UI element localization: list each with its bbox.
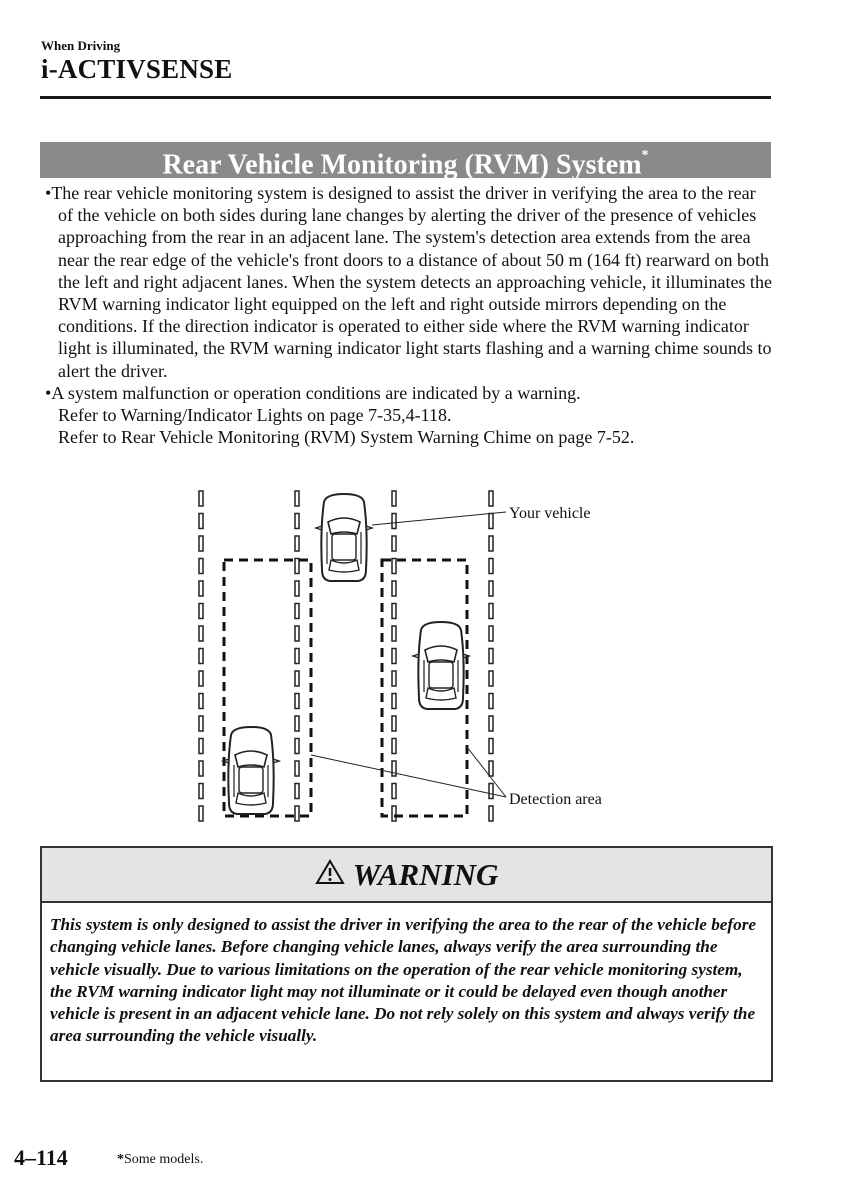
lane-dash (392, 671, 396, 686)
lane-dash (199, 671, 203, 686)
lane-dash (199, 806, 203, 821)
lane-dash (392, 626, 396, 641)
footnote-mark: * (117, 1152, 124, 1167)
reference-line: Refer to Warning/Indicator Lights on page 7-35,4-118. (58, 405, 452, 426)
lane-dash (392, 649, 396, 664)
lane-dash (199, 581, 203, 596)
label-detection-area: Detection area (509, 791, 602, 808)
leader-detection-left (311, 755, 506, 797)
bullet-item (45, 182, 773, 382)
lane-dash (199, 626, 203, 641)
lane-dash (489, 671, 493, 686)
lane-dash (199, 514, 203, 529)
lane-dash (489, 559, 493, 574)
lane-dash (392, 604, 396, 619)
lane-dash (489, 716, 493, 731)
lane-dash (489, 604, 493, 619)
lane-dash (295, 559, 299, 574)
lane-dash (295, 536, 299, 551)
lane-dash (199, 649, 203, 664)
lane-dash (489, 581, 493, 596)
warning-title: WARNING (352, 857, 499, 892)
lane-dash (295, 694, 299, 709)
lane-dash (199, 784, 203, 799)
body-text (45, 182, 773, 448)
lane-dash (489, 694, 493, 709)
lane-dash (199, 604, 203, 619)
bullet-text: A system malfunction or operation conditions are indicated by a warning. (51, 382, 581, 403)
rvm-diagram (0, 485, 845, 835)
bullet-symbol: • (45, 183, 52, 203)
footnote-text: Some models. (124, 1152, 204, 1167)
lane-dash (392, 806, 396, 821)
lane-dash (489, 806, 493, 821)
warning-triangle-icon (315, 859, 345, 890)
warning-text: This system is only designed to assist the driver in verifying the area to the rear of the vehicle before changing vehicle lanes. Before changing vehicle lanes, always verify the area surrounding the vehicle visually. Due to various limitations on the operation of the rear vehicle monitoring system, the RVM warning indicator light may not illuminate or it could be delayed even though another vehicle is present in an adjacent vehicle lane. Do not rely solely on this system and always verify the area surrounding the vehicle visually. (50, 915, 757, 1046)
warning-box (40, 846, 773, 1082)
your-vehicle-car (316, 494, 372, 581)
lane-dash (489, 491, 493, 506)
page-number: 4–114 (14, 1145, 68, 1170)
lane-dash (489, 626, 493, 641)
bullet-item (45, 382, 773, 404)
lane-dash (295, 806, 299, 821)
lane-dash (199, 716, 203, 731)
bullet-text: The rear vehicle monitoring system is designed to assist the driver in verifying the area to the rear of the vehicle on both sides during lane changes by alerting the driver of the presence of vehicles approaching from the rear in an adjacent lane. The system's detection area extends from the area near the rear edge of the vehicle's front doors to a distance of about 50 m (164 ft) rearward on both the left and right adjacent lanes. When the system detects an approaching vehicle, it illuminates the RVM warning indicator light equipped on the left and right outside mirrors depending on the conditions. If the direction indicator is operated to either side where the RVM warning indicator light is illuminated, the RVM warning indicator light starts flashing and a warning chime sounds to alert the driver. (51, 183, 772, 381)
lane-dash (295, 514, 299, 529)
lane-dash (199, 536, 203, 551)
lane-dash (392, 581, 396, 596)
lane-dash (295, 649, 299, 664)
bullet-symbol: • (45, 382, 52, 403)
lane-dash (295, 739, 299, 754)
lane-dash (392, 761, 396, 776)
lane-dash (392, 536, 396, 551)
approaching-car-right (413, 622, 469, 709)
section-title: Rear Vehicle Monitoring (RVM) System (162, 149, 642, 181)
reference-line: Refer to Rear Vehicle Monitoring (RVM) System Warning Chime on page 7-52. (58, 427, 635, 448)
lane-dash (489, 514, 493, 529)
warning-header (42, 848, 771, 903)
lane-dash (295, 716, 299, 731)
lane-dash (295, 581, 299, 596)
label-your-vehicle: Your vehicle (509, 505, 591, 522)
lane-dash (489, 649, 493, 664)
header-rule (40, 96, 771, 99)
lane-dash (199, 559, 203, 574)
footnote (117, 1152, 203, 1168)
lane-dash (295, 784, 299, 799)
lane-dash (489, 739, 493, 754)
approaching-car-left (223, 727, 279, 814)
lane-dash (199, 739, 203, 754)
lane-dash (392, 559, 396, 574)
header-section: When Driving (41, 38, 121, 53)
lane-dash (295, 671, 299, 686)
lane-dash (295, 626, 299, 641)
lane-dash (392, 784, 396, 799)
lane-dash (489, 761, 493, 776)
header-chapter: i-ACTIVSENSE (41, 54, 233, 84)
lane-dash (392, 514, 396, 529)
lane-dash (295, 604, 299, 619)
lane-dash (199, 761, 203, 776)
lane-dash (392, 694, 396, 709)
lane-dash (392, 716, 396, 731)
lane-dash (199, 491, 203, 506)
lane-dash (392, 739, 396, 754)
section-title-bar (40, 142, 771, 181)
section-title-mark: * (641, 148, 649, 163)
lane-dash (295, 761, 299, 776)
lane-dash (392, 491, 396, 506)
lane-dash (489, 536, 493, 551)
lane-dash (199, 694, 203, 709)
lane-dash (295, 491, 299, 506)
lane-dash (489, 784, 493, 799)
